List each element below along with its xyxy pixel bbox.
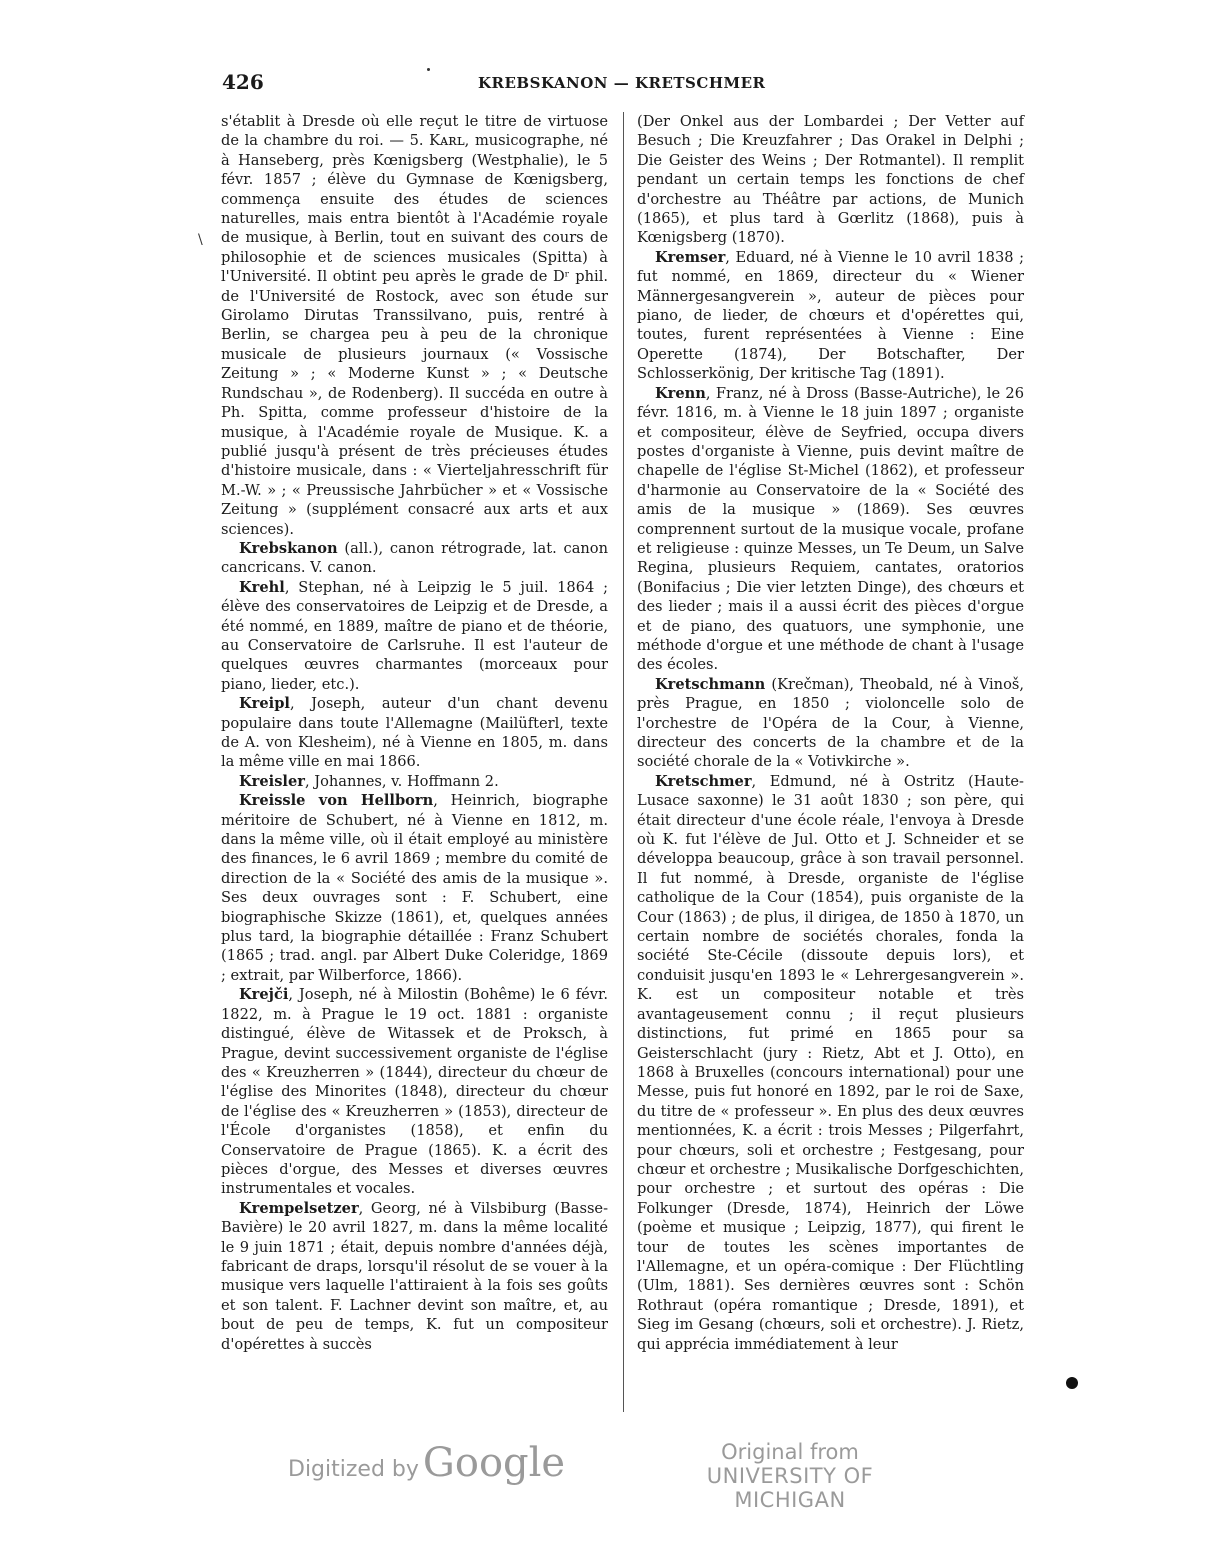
entry-paragraph: Kremser, Eduard, né à Vienne le 10 avril 1838 ; fut nommé, en 1869, directeur du « Wiener Männergesangverein », auteur de pièces pour piano, de lieder, de chœurs et d'opérettes qui, toutes, furent représentées à Vienne : Eine Operette (1874), Der Botschafter, Der Schlosserkönig, Der kritische Tag (1891).	[637, 248, 1024, 383]
entry-paragraph: Kretschmann (Krečman), Theobald, né à Vinoš, près Prague, en 1850 ; violoncelle solo de l'orchestre de l'Opéra de la Cour, à Vienne, directeur des concerts de la chambre et de la société chorale de la « Votivkirche ».	[637, 675, 1024, 771]
scan-speck	[427, 68, 430, 71]
google-logo: Google	[422, 1440, 566, 1486]
entry-paragraph: Krenn, Franz, né à Dross (Basse-Autriche), le 26 févr. 1816, m. à Vienne le 18 juin 1897 ; organiste et compositeur, élève de Seyfried, occupa divers postes d'organiste à Vienne, puis devint maître de chapelle de l'église St-Michel (1862), et professeur d'harmonie au Conservatoire de la « Société des amis de la musique » (1869). Ses œuvres comprennent surtout de la musique vocale, profane et religieuse : quinze Messes, un Te Deum, un Salve Regina, plusieurs Requiem, cantates, oratorios (Bonifacius ; Die vier letzten Dinge), des chœurs et des lieder ; mais il a aussi écrit des pièces d'orgue et de piano, des quatuors, une symphonie, une méthode d'orgue et une méthode de chant à l'usage des écoles.	[637, 384, 1024, 674]
entry-headword: Kreisler	[239, 772, 305, 790]
entry-paragraph: Kreissle von Hellborn, Heinrich, biographe méritoire de Schubert, né à Vienne en 1812, m. dans la même ville, où il était employé au ministère des finances, le 6 avril 1869 ; membre du comité de direction de la « Société des amis de la musique ». Ses deux ouvrages sont : F. Schubert, eine biographische Skizze (1861), et, quelques années plus tard, la biographie détaillée : Franz Schubert (1865 ; trad. angl. par Albert Duke Coleridge, 1869 ; extrait, par Wilberforce, 1866).	[221, 792, 608, 984]
entry-headword: Kremser	[655, 248, 726, 266]
entry-headword: Krempelsetzer	[239, 1199, 359, 1217]
entry-paragraph: Krempelsetzer, Georg, né à Vilsbiburg (Basse-Bavière) le 20 avril 1827, m. dans la même localité le 9 juin 1871 ; était, depuis nombre d'années déjà, fabricant de draps, lorsqu'il résolut de se vouer à la musique vers laquelle l'attiraient à la fois ses goûts et son talent. F. Lachner devint son maître, et, au bout de peu de temps, K. fut un compositeur d'opérettes à succès	[221, 1199, 608, 1353]
entry-headword: Krebskanon	[239, 539, 338, 557]
university-text: UNIVERSITY OF MICHIGAN	[706, 1464, 874, 1512]
column-rule	[623, 112, 624, 1412]
running-head: KREBSKANON — KRETSCHMER	[478, 74, 766, 92]
entry-headword: Krejči	[239, 986, 289, 1004]
entry-paragraph: Kreisler, Johannes, v. Hoffmann 2.	[239, 772, 499, 790]
entry-headword: Kreissle von Hellborn	[239, 792, 434, 810]
digitized-by-watermark	[288, 1440, 565, 1510]
entry-paragraph: s'établit à Dresde où elle reçut le titre de virtuose de la chambre du roi. — 5. Kᴀʀʟ, musicographe, né à Hanseberg, près Kœnigsberg (Westphalie), le 5 févr. 1857 ; élève du Gymnase de Kœnigsberg, commença ensuite des études de sciences naturelles, mais entra bientôt à l'Académie royale de musique, à Berlin, tout en suivant des cours de philosophie et de sciences musicales (Spitta) à l'Université. Il obtint peu après le grade de Dʳ phil. de l'Université de Rostock, avec son étude sur Girolamo Dirutas Transsilvano, puis, rentré à Berlin, se chargea peu à peu de la chronique musicale de plusieurs journaux (« Vossische Zeitung » ; « Moderne Kunst » ; « Deutsche Rundschau », de Rodenberg). Il succéda en outre à Ph. Spitta, comme professeur d'histoire de la musique, à l'Académie royale de Musique. K. a publié jusqu'à présent de très précieuses études d'histoire musicale, dans : « Vierteljahresschrift für M.-W. » ; « Preussische Jahrbücher » et « Vossische Zeitung » (supplément consacré aux arts et aux sciences).	[221, 113, 608, 538]
entry-headword: Kreipl	[239, 695, 290, 713]
digitized-by-text: Digitized by	[288, 1457, 419, 1482]
left-column	[221, 112, 608, 1354]
entry-paragraph: Kretschmer, Edmund, né à Ostritz (Haute-Lusace saxonne) le 31 août 1830 ; son père, qui était directeur d'une école réale, l'envoya à Dresde où K. fut l'élève de Jul. Otto et J. Schneider et se développa beaucoup, grâce à son travail personnel. Il fut nommé, à Dresde, organiste de l'église catholique de la Cour (1854), puis organiste de la Cour (1863) ; de plus, il dirigea, de 1850 à 1870, un certain nombre de sociétés chorales, fonda la société Ste-Cécile (dissoute depuis lors), et conduisit jusqu'en 1893 le « Lehrergesangverein ». K. est un compositeur notable et très avantageusement connu ; il reçut plusieurs distinctions, fut primé en 1865 pour sa Geisterschlacht (jury : Rietz, Abt et J. Otto), en 1868 à Bruxelles (concours international) pour une Messe, puis fut honoré en 1892, par le roi de Saxe, du titre de « professeur ». En plus des deux œuvres mentionnées, K. a écrit : trois Messes ; Pilgerfahrt, pour chœurs, soli et orchestre ; Festgesang, pour chœur et orchestre ; Musikalische Dorfgeschichten, pour orchestre ; et surtout des opéras : Die Folkunger (Dresde, 1874), Heinrich der Löwe (poème et musique ; Leipzig, 1877), qui firent le tour de toutes les scènes importantes de l'Allemagne, et un opéra-comique : Der Flüchtling (Ulm, 1881). Ses dernières œuvres sont : Schön Rothraut (opéra romantique ; Dresde, 1891), et Sieg im Gesang (chœurs, soli et orchestre). J. Rietz, qui apprécia immédiatement à leur	[637, 772, 1024, 1353]
entry-headword: Kretschmann	[655, 675, 766, 693]
entry-paragraph: Krehl, Stephan, né à Leipzig le 5 juil. 1864 ; élève des conservatoires de Leipzig et de Dresde, a été nommé, en 1889, maître de piano et de théorie, au Conservatoire de Carlsruhe. Il est l'auteur de quelques œuvres charmantes (morceaux pour piano, lieder, etc.).	[221, 578, 608, 693]
entry-headword: Krehl	[239, 578, 285, 596]
margin-mark: \	[198, 232, 203, 248]
ink-dot	[1066, 1377, 1078, 1389]
page-header	[222, 70, 1030, 106]
right-column	[637, 112, 1024, 1354]
entry-paragraph: Kreipl, Joseph, auteur d'un chant devenu populaire dans toute l'Allemagne (Mailüfterl, texte de A. von Klesheim), né à Vienne en 1805, m. dans la même ville en mai 1866.	[221, 695, 608, 771]
entry-paragraph: Krejči, Joseph, né à Milostin (Bohême) le 6 févr. 1822, m. à Prague le 19 oct. 1881 : organiste distingué, élève de Witassek et de Proksch, à Prague, devint successivement organiste de l'église des « Kreuzherren » (1844), directeur du chœur de l'église des Minorites (1848), directeur du chœur de l'église des « Kreuzherren » (1853), directeur de l'École d'organistes (1858), et enfin du Conservatoire de Prague (1865). K. a écrit des pièces d'orgue, des Messes et diverses œuvres instrumentales et vocales.	[221, 986, 608, 1198]
original-from-watermark	[660, 1440, 920, 1510]
original-from-text: Original from	[721, 1440, 859, 1464]
page-number: 426	[222, 70, 264, 94]
entry-paragraph: Krebskanon (all.), canon rétrograde, lat. canon cancricans. V. canon.	[221, 539, 608, 577]
entry-headword: Kretschmer	[655, 772, 752, 790]
entry-paragraph: (Der Onkel aus der Lombardei ; Der Vetter auf Besuch ; Die Kreuzfahrer ; Das Orakel in Delphi ; Die Geister des Weins ; Der Rotmantel). Il remplit pendant un certain temps les fonctions de chef d'orchestre au Théâtre par actions, de Munich (1865), et plus tard à Gœrlitz (1868), puis à Kœnigsberg (1870).	[637, 113, 1024, 247]
entry-headword: Krenn	[655, 384, 706, 402]
